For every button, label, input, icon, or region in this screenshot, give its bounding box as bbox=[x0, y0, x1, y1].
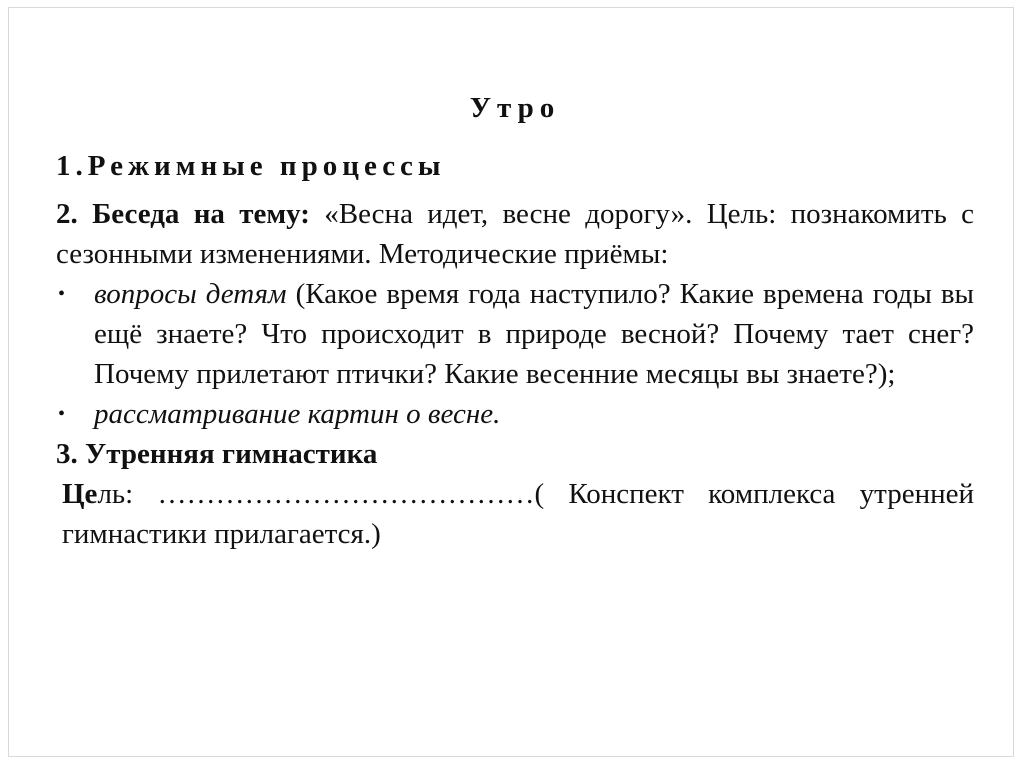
section-2-heading: 2. Беседа на тему: bbox=[56, 198, 310, 230]
list-item-italic: рассматривание картин о весне bbox=[94, 398, 494, 430]
list-item bbox=[56, 394, 974, 434]
methods-list bbox=[56, 274, 974, 434]
slide-content bbox=[56, 88, 974, 554]
section-2-paragraph bbox=[56, 194, 974, 274]
section-3-heading: 3. Утренняя гимнастика bbox=[56, 438, 378, 470]
slide bbox=[8, 7, 1014, 757]
bullet-icon: • bbox=[58, 283, 66, 305]
section-3-goal bbox=[56, 474, 974, 554]
list-item-text: (Какое время года наступило? Какие времена годы вы ещё знаете? Что происходит в природе весной? Почему тает снег? Почему прилетают птички? Какие весенние месяцы вы знаете?); bbox=[94, 278, 975, 390]
section-2-goal: Цель: познакомить с сезонными изменениями. Методические приёмы: bbox=[56, 198, 975, 270]
slide-title: Утро bbox=[469, 92, 561, 124]
section-1-heading: 1.Режимные процессы bbox=[56, 150, 446, 182]
list-item bbox=[56, 274, 974, 394]
goal-label-bold: Це bbox=[62, 478, 98, 510]
list-item-italic: вопросы детям bbox=[94, 278, 287, 310]
bullet-icon: • bbox=[58, 403, 66, 425]
goal-label-rest: ль: bbox=[97, 478, 134, 510]
section-2-theme: «Весна идет, весне дорогу». bbox=[324, 198, 693, 230]
list-item-text: . bbox=[493, 398, 501, 430]
goal-text: …………………………………( Конспект комплекса утренней гимнастики прилагается.) bbox=[62, 478, 974, 550]
